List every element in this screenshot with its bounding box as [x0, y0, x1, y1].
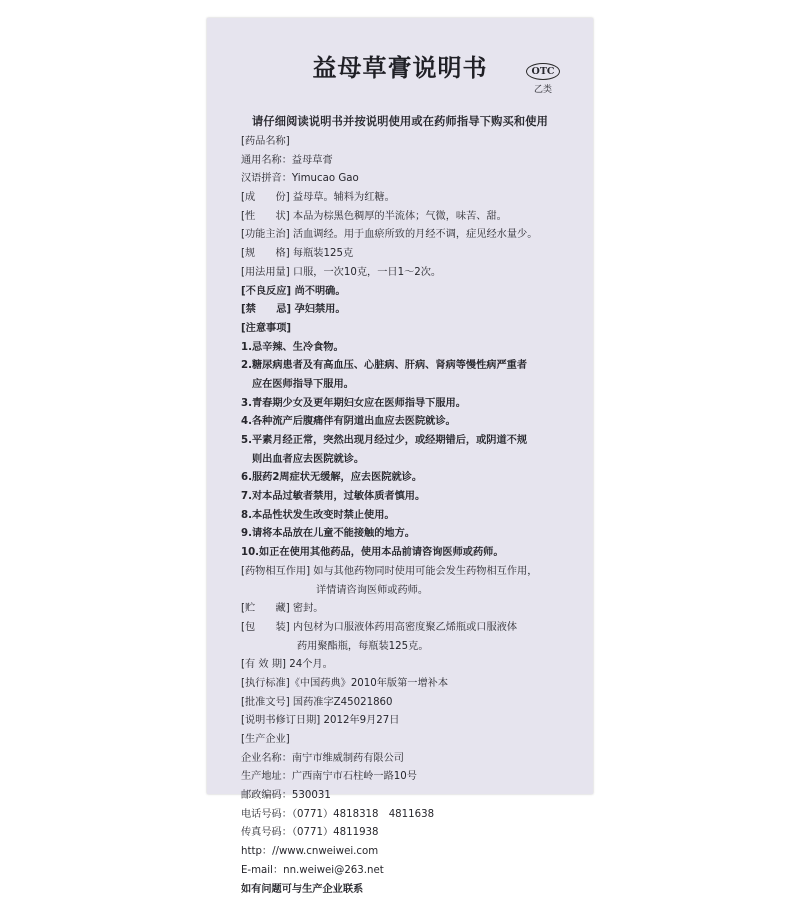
phone-number: 电话号码：（0771）4818318 4811638 — [241, 806, 586, 825]
character: [性 状] 本品为棕黑色稠厚的半流体；气微，味苦、甜。 — [241, 208, 586, 227]
otc-class: 乙类 — [525, 82, 561, 95]
drug-interactions-cont: 详情请咨询医师或药师。 — [241, 582, 586, 601]
otc-mark: OTC — [526, 63, 560, 80]
packaging-cont: 药用聚酯瓶，每瓶装125克。 — [241, 638, 586, 657]
production-address: 生产地址：广西南宁市石柱岭一路10号 — [241, 768, 586, 787]
precaution-item-cont: 则出血者应去医院就诊。 — [241, 451, 586, 470]
contact-note: 如有问题可与生产企业联系 — [241, 881, 586, 899]
specification: [规 格] 每瓶装125克 — [241, 245, 586, 264]
standard: [执行标准]《中国药典》2010年版第一增补本 — [241, 675, 586, 694]
precaution-item: 5.平素月经正常，突然出现月经过少，或经期错后，或阴道不规 — [241, 432, 586, 451]
precautions-header: [注意事项] — [241, 320, 586, 339]
revision-date: [说明书修订日期] 2012年9月27日 — [241, 712, 586, 731]
document-title: 益母草膏说明书 — [207, 48, 593, 83]
precaution-item: 10.如正在使用其他药品，使用本品前请咨询医师或药师。 — [241, 544, 586, 563]
approval-number: [批准文号] 国药准字Z45021860 — [241, 694, 586, 713]
precaution-item: 2.糖尿病患者及有高血压、心脏病、肝病、肾病等慢性病严重者 — [241, 357, 586, 376]
precaution-item: 4.各种流产后腹痛伴有阴道出血应去医院就诊。 — [241, 413, 586, 432]
manufacturer-header: [生产企业] — [241, 731, 586, 750]
fax-number: 传真号码：（0771）4811938 — [241, 824, 586, 843]
precaution-item: 3.青春期少女及更年期妇女应在医师指导下服用。 — [241, 395, 586, 414]
website: http：//www.cnweiwei.com — [241, 843, 586, 862]
postcode: 邮政编码：530031 — [241, 787, 586, 806]
packaging: [包 装] 内包材为口服液体药用高密度聚乙烯瓶或口服液体 — [241, 619, 586, 638]
leaflet-body — [241, 133, 586, 899]
validity: [有 效 期] 24个月。 — [241, 656, 586, 675]
email: E-mail：nn.weiwei@263.net — [241, 862, 586, 881]
adverse-reactions: [不良反应] 尚不明确。 — [241, 283, 586, 302]
precaution-item: 8.本品性状发生改变时禁止使用。 — [241, 507, 586, 526]
storage: [贮 藏] 密封。 — [241, 600, 586, 619]
company-name: 企业名称：南宁市维威制药有限公司 — [241, 750, 586, 769]
leaflet-paper — [207, 18, 593, 794]
drug-name-header: [药品名称] — [241, 133, 586, 152]
dosage: [用法用量] 口服，一次10克，一日1～2次。 — [241, 264, 586, 283]
indications: [功能主治] 活血调经。用于血瘀所致的月经不调，症见经水量少。 — [241, 226, 586, 245]
otc-badge — [525, 63, 561, 95]
precaution-item: 7.对本品过敏者禁用，过敏体质者慎用。 — [241, 488, 586, 507]
precaution-item: 1.忌辛辣、生冷食物。 — [241, 339, 586, 358]
generic-name: 通用名称：益母草膏 — [241, 152, 586, 171]
pinyin-name: 汉语拼音：Yimucao Gao — [241, 170, 586, 189]
precaution-item-cont: 应在医师指导下服用。 — [241, 376, 586, 395]
usage-warning: 请仔细阅读说明书并按说明使用或在药师指导下购买和使用 — [207, 113, 593, 129]
drug-interactions: [药物相互作用] 如与其他药物同时使用可能会发生药物相互作用， — [241, 563, 586, 582]
ingredients: [成 份] 益母草。辅料为红糖。 — [241, 189, 586, 208]
contraindications: [禁 忌] 孕妇禁用。 — [241, 301, 586, 320]
precaution-item: 6.服药2周症状无缓解，应去医院就诊。 — [241, 469, 586, 488]
precaution-item: 9.请将本品放在儿童不能接触的地方。 — [241, 525, 586, 544]
